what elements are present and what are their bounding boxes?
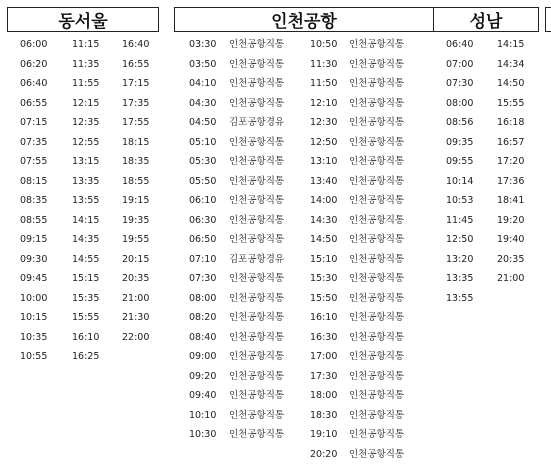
time-cell: 16:57	[497, 133, 524, 153]
incheon-col-1-times	[189, 35, 216, 445]
time-cell: 13:55	[446, 289, 473, 309]
time-cell: 17:55	[122, 113, 149, 133]
time-cell: 16:25	[72, 347, 99, 367]
time-cell: 인천공항직통	[349, 445, 404, 464]
time-cell: 인천공항직통	[349, 289, 404, 309]
time-cell: 08:00	[189, 289, 216, 309]
time-cell: 인천공항직통	[229, 94, 284, 114]
time-cell: 10:35	[20, 328, 47, 348]
time-cell: 인천공항직통	[349, 425, 404, 445]
header-dongseoul-title: 동서울	[58, 7, 107, 32]
time-cell: 인천공항직통	[229, 308, 284, 328]
time-cell: 07:30	[189, 269, 216, 289]
time-cell: 17:00	[310, 347, 337, 367]
time-cell: 20:20	[310, 445, 337, 464]
time-cell: 13:40	[310, 172, 337, 192]
time-cell: 13:35	[446, 269, 473, 289]
time-cell: 14:35	[72, 230, 99, 250]
time-cell: 08:56	[446, 113, 473, 133]
time-cell: 인천공항직통	[349, 211, 404, 231]
time-cell: 인천공항직통	[349, 191, 404, 211]
time-cell: 인천공항직통	[349, 386, 404, 406]
time-cell: 인천공항직통	[349, 250, 404, 270]
time-cell: 14:30	[310, 211, 337, 231]
time-cell: 12:35	[72, 113, 99, 133]
time-cell: 06:40	[20, 74, 47, 94]
time-cell: 인천공항직통	[349, 152, 404, 172]
time-cell: 인천공항직통	[229, 289, 284, 309]
time-cell: 13:15	[72, 152, 99, 172]
time-cell: 17:35	[122, 94, 149, 114]
time-cell: 10:00	[20, 289, 47, 309]
time-cell: 10:50	[310, 35, 337, 55]
time-cell: 인천공항직통	[349, 133, 404, 153]
time-cell: 15:55	[72, 308, 99, 328]
time-cell: 인천공항직통	[349, 347, 404, 367]
time-cell: 18:55	[122, 172, 149, 192]
time-cell: 17:20	[497, 152, 524, 172]
incheon-col-2-times	[310, 35, 337, 464]
time-cell: 인천공항직통	[229, 425, 284, 445]
time-cell: 08:55	[20, 211, 47, 231]
time-cell: 07:55	[20, 152, 47, 172]
time-cell: 인천공항직통	[349, 55, 404, 75]
time-cell: 김포공항경유	[229, 250, 284, 270]
time-cell: 14:50	[497, 74, 524, 94]
time-cell: 11:35	[72, 55, 99, 75]
time-cell: 21:30	[122, 308, 149, 328]
header-incheon-airport	[174, 7, 434, 32]
time-cell: 16:55	[122, 55, 149, 75]
time-cell: 06:10	[189, 191, 216, 211]
time-cell: 04:50	[189, 113, 216, 133]
time-cell: 07:00	[446, 55, 473, 75]
time-cell: 11:15	[72, 35, 99, 55]
time-cell: 인천공항직통	[229, 406, 284, 426]
time-cell: 04:30	[189, 94, 216, 114]
time-cell: 07:35	[20, 133, 47, 153]
time-cell: 06:40	[446, 35, 473, 55]
time-cell: 04:10	[189, 74, 216, 94]
time-cell: 인천공항직통	[349, 230, 404, 250]
incheon-col-1-routes	[229, 35, 284, 445]
time-cell: 06:50	[189, 230, 216, 250]
time-cell: 인천공항직통	[349, 172, 404, 192]
time-cell: 인천공항직통	[229, 386, 284, 406]
time-cell: 인천공항직통	[229, 152, 284, 172]
time-cell: 17:30	[310, 367, 337, 387]
time-cell: 15:55	[497, 94, 524, 114]
time-cell: 20:35	[497, 250, 524, 270]
time-cell: 19:55	[122, 230, 149, 250]
time-cell: 인천공항직통	[349, 406, 404, 426]
time-cell: 김포공항경유	[229, 113, 284, 133]
time-cell: 인천공항직통	[229, 230, 284, 250]
time-cell: 06:30	[189, 211, 216, 231]
time-cell: 11:50	[310, 74, 337, 94]
time-cell: 06:55	[20, 94, 47, 114]
header-incheon-airport-title: 인천공항	[271, 7, 337, 32]
time-cell: 08:40	[189, 328, 216, 348]
header-seongnam	[433, 7, 539, 32]
time-cell: 인천공항직통	[349, 308, 404, 328]
time-cell: 15:35	[72, 289, 99, 309]
time-cell: 08:20	[189, 308, 216, 328]
time-cell: 인천공항직통	[349, 94, 404, 114]
time-cell: 08:15	[20, 172, 47, 192]
time-cell: 10:15	[20, 308, 47, 328]
time-cell: 08:00	[446, 94, 473, 114]
time-cell: 09:45	[20, 269, 47, 289]
time-cell: 09:30	[20, 250, 47, 270]
time-cell: 16:10	[310, 308, 337, 328]
time-cell: 09:55	[446, 152, 473, 172]
time-cell: 09:15	[20, 230, 47, 250]
time-cell: 14:55	[72, 250, 99, 270]
time-cell: 15:10	[310, 250, 337, 270]
time-cell: 14:50	[310, 230, 337, 250]
time-cell: 12:30	[310, 113, 337, 133]
time-cell: 16:40	[122, 35, 149, 55]
header-next-section-edge	[545, 7, 551, 32]
time-cell: 09:00	[189, 347, 216, 367]
time-cell: 인천공항직통	[349, 113, 404, 133]
time-cell: 09:40	[189, 386, 216, 406]
time-cell: 18:35	[122, 152, 149, 172]
header-seongnam-title: 성남	[470, 7, 503, 32]
time-cell: 인천공항직통	[229, 211, 284, 231]
time-cell: 22:00	[122, 328, 149, 348]
time-cell: 18:15	[122, 133, 149, 153]
time-cell: 10:14	[446, 172, 473, 192]
time-cell: 17:36	[497, 172, 524, 192]
time-cell: 19:20	[497, 211, 524, 231]
time-cell: 10:30	[189, 425, 216, 445]
time-cell: 05:10	[189, 133, 216, 153]
time-cell: 10:53	[446, 191, 473, 211]
time-cell: 12:50	[446, 230, 473, 250]
time-cell: 18:41	[497, 191, 524, 211]
time-cell: 인천공항직통	[229, 269, 284, 289]
time-cell: 인천공항직통	[229, 328, 284, 348]
time-cell: 16:10	[72, 328, 99, 348]
time-cell: 16:30	[310, 328, 337, 348]
time-cell: 13:20	[446, 250, 473, 270]
time-cell: 18:00	[310, 386, 337, 406]
time-cell: 인천공항직통	[229, 133, 284, 153]
time-cell: 인천공항직통	[229, 347, 284, 367]
time-cell: 15:50	[310, 289, 337, 309]
time-cell: 인천공항직통	[349, 328, 404, 348]
time-cell: 인천공항직통	[229, 172, 284, 192]
dongseoul-col-2	[72, 35, 99, 367]
time-cell: 19:15	[122, 191, 149, 211]
time-cell: 인천공항직통	[229, 55, 284, 75]
time-cell: 19:10	[310, 425, 337, 445]
time-cell: 21:00	[497, 269, 524, 289]
time-cell: 06:20	[20, 55, 47, 75]
time-cell: 03:50	[189, 55, 216, 75]
time-cell: 07:10	[189, 250, 216, 270]
time-cell: 05:30	[189, 152, 216, 172]
time-cell: 16:18	[497, 113, 524, 133]
time-cell: 20:15	[122, 250, 149, 270]
time-cell: 인천공항직통	[229, 74, 284, 94]
time-cell: 10:10	[189, 406, 216, 426]
time-cell: 03:30	[189, 35, 216, 55]
dongseoul-col-1	[20, 35, 47, 367]
time-cell: 09:35	[446, 133, 473, 153]
time-cell: 인천공항직통	[349, 74, 404, 94]
time-cell: 11:45	[446, 211, 473, 231]
time-cell: 인천공항직통	[349, 35, 404, 55]
time-cell: 12:50	[310, 133, 337, 153]
time-cell: 09:20	[189, 367, 216, 387]
time-cell: 13:35	[72, 172, 99, 192]
time-cell: 20:35	[122, 269, 149, 289]
time-cell: 15:15	[72, 269, 99, 289]
time-cell: 14:00	[310, 191, 337, 211]
time-cell: 14:15	[72, 211, 99, 231]
time-cell: 15:30	[310, 269, 337, 289]
time-cell: 08:35	[20, 191, 47, 211]
time-cell: 12:10	[310, 94, 337, 114]
time-cell: 12:55	[72, 133, 99, 153]
seongnam-col-1	[446, 35, 473, 308]
time-cell: 14:15	[497, 35, 524, 55]
time-cell: 19:40	[497, 230, 524, 250]
time-cell: 13:10	[310, 152, 337, 172]
header-dongseoul	[7, 7, 159, 32]
time-cell: 17:15	[122, 74, 149, 94]
time-cell: 19:35	[122, 211, 149, 231]
seongnam-col-2	[497, 35, 524, 289]
time-cell: 14:34	[497, 55, 524, 75]
incheon-col-2-routes	[349, 35, 404, 464]
time-cell: 인천공항직통	[349, 367, 404, 387]
time-cell: 18:30	[310, 406, 337, 426]
time-cell: 13:55	[72, 191, 99, 211]
time-cell: 07:15	[20, 113, 47, 133]
time-cell: 10:55	[20, 347, 47, 367]
time-cell: 07:30	[446, 74, 473, 94]
time-cell: 인천공항직통	[229, 367, 284, 387]
time-cell: 21:00	[122, 289, 149, 309]
time-cell: 인천공항직통	[229, 35, 284, 55]
time-cell: 05:50	[189, 172, 216, 192]
time-cell: 11:30	[310, 55, 337, 75]
dongseoul-col-3	[122, 35, 149, 347]
time-cell: 11:55	[72, 74, 99, 94]
time-cell: 06:00	[20, 35, 47, 55]
time-cell: 인천공항직통	[229, 191, 284, 211]
time-cell: 인천공항직통	[349, 269, 404, 289]
time-cell: 12:15	[72, 94, 99, 114]
